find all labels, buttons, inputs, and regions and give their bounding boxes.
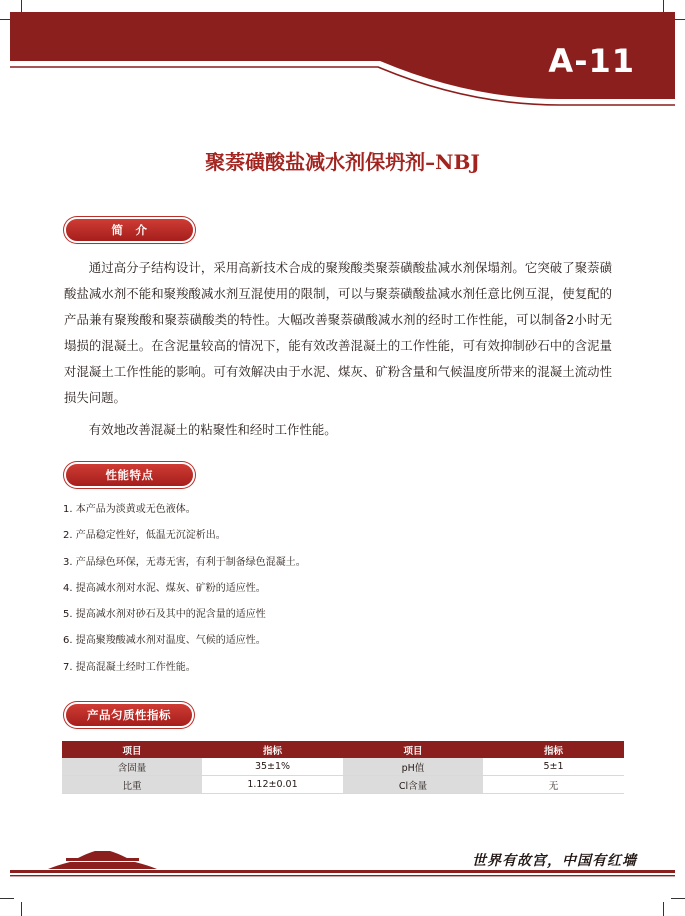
intro-paragraph: 通过高分子结构设计，采用高新技术合成的聚羧酸类聚萘磺酸盐减水剂保塌剂。它突破了聚萘磺酸盐减水剂不能和聚羧酸减水剂互混使用的限制，可以与聚萘磺酸盐减水剂任意比例互混，使复配的产品兼有聚羧酸和聚萘磺酸类的特性。大幅改善聚萘磺酸减水剂的经时工作性能，可以制备2小时无塌损的混凝土。在含泥量较高的情况下，能有效改善混凝土的工作性能，可有效抑制砂石中的含泥量对混凝土工作性能的影响。可有效解决由于水泥、煤灰、矿粉含量和气候温度所带来的混凝土流动性损失问题。 bbox=[64, 260, 612, 405]
spec-table-header bbox=[62, 741, 624, 758]
spec-value-cell: 1.12±0.01 bbox=[202, 776, 343, 794]
spec-header-cell: 指标 bbox=[483, 741, 624, 758]
section-heading-intro: 简 介 bbox=[66, 219, 193, 241]
spec-label-cell: pH值 bbox=[343, 758, 483, 776]
crop-mark bbox=[0, 898, 14, 899]
footer-slogan: 世界有故宫，中国有红墙 bbox=[472, 853, 637, 869]
feature-item: 2. 产品稳定性好，低温无沉淀析出。 bbox=[63, 530, 226, 542]
section-heading-specs: 产品匀质性指标 bbox=[66, 704, 192, 726]
spec-label-cell: 比重 bbox=[62, 776, 202, 794]
section-heading-features: 性能特点 bbox=[66, 464, 193, 486]
feature-item: 1. 本产品为淡黄或无色液体。 bbox=[63, 504, 196, 515]
feature-item: 5. 提高减水剂对砂石及其中的泥含量的适应性 bbox=[63, 609, 266, 621]
intro-paragraph: 有效地改善混凝土的粘聚性和经时工作性能。 bbox=[88, 422, 337, 437]
spec-header-cell: 项目 bbox=[62, 741, 202, 758]
feature-item: 7. 提高混凝土经时工作性能。 bbox=[63, 661, 196, 673]
spec-label-cell: Cl含量 bbox=[343, 776, 483, 794]
spec-table bbox=[62, 741, 624, 794]
palace-roof-icon bbox=[48, 851, 157, 869]
spec-table-row bbox=[62, 758, 624, 776]
spec-value-cell: 35±1% bbox=[202, 758, 343, 776]
crop-mark bbox=[663, 902, 664, 916]
spec-value-cell: 无 bbox=[483, 776, 624, 794]
spec-header-cell: 项目 bbox=[343, 741, 483, 758]
feature-item: 4. 提高减水剂对水泥、煤灰、矿粉的适应性。 bbox=[63, 582, 266, 594]
spec-header-cell: 指标 bbox=[202, 741, 343, 758]
crop-mark bbox=[671, 898, 685, 899]
crop-mark bbox=[21, 902, 22, 916]
spec-value-cell: 5±1 bbox=[483, 758, 624, 776]
page-code: A-11 bbox=[548, 42, 635, 80]
feature-item: 6. 提高聚羧酸减水剂对温度、气候的适应性。 bbox=[63, 635, 266, 647]
intro-body bbox=[64, 255, 612, 443]
page-title: 聚萘磺酸盐减水剂保坍剂–NBJ bbox=[205, 150, 480, 174]
spec-table-row bbox=[62, 776, 624, 794]
features-list bbox=[63, 500, 306, 684]
feature-item: 3. 产品绿色环保，无毒无害，有利于制备绿色混凝土。 bbox=[63, 556, 306, 568]
spec-label-cell: 含固量 bbox=[62, 758, 202, 776]
